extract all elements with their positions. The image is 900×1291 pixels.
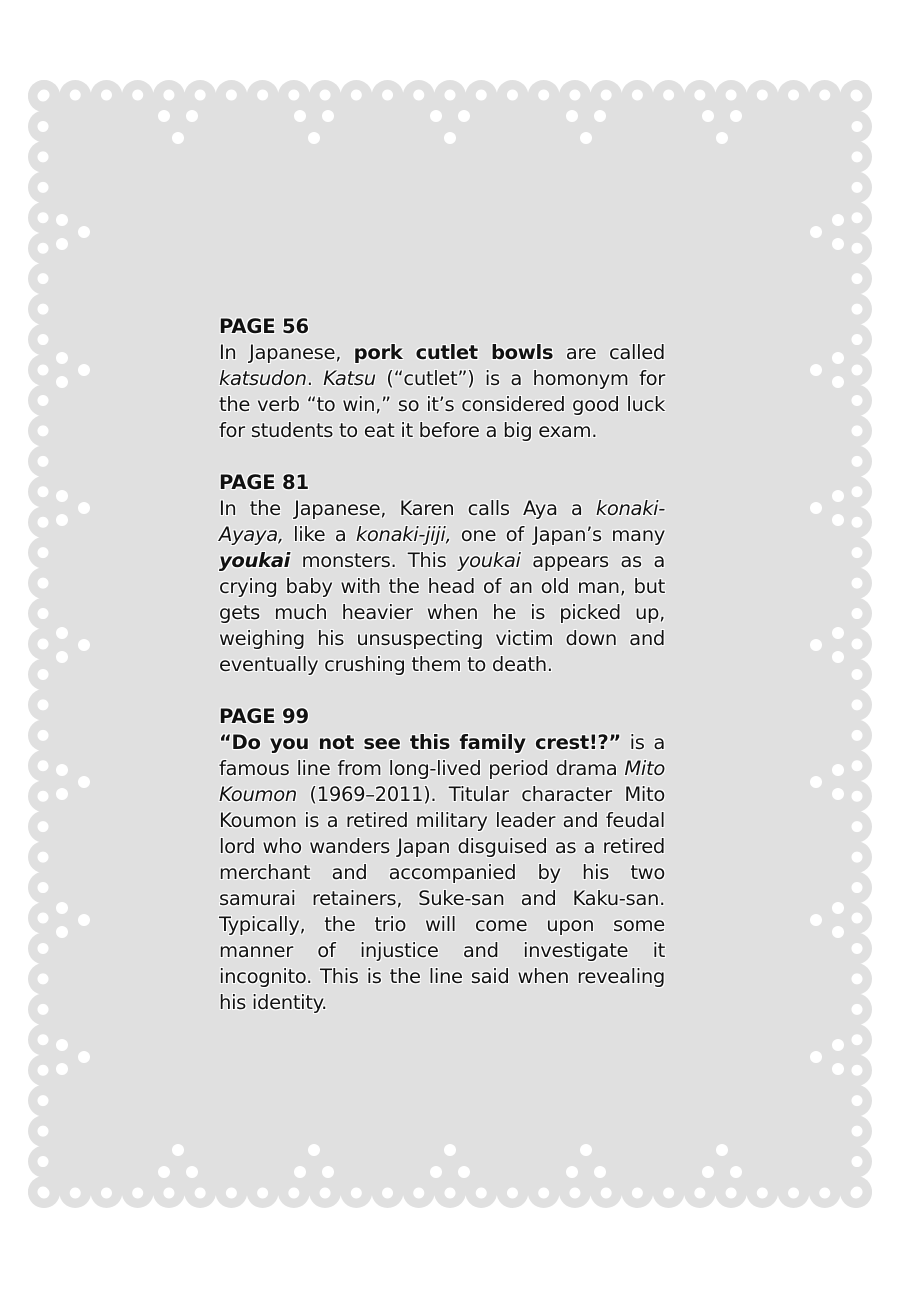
scallop-hole: [852, 882, 863, 893]
decor-dot: [594, 1166, 606, 1178]
scallop-hole: [38, 334, 49, 345]
scallop-hole: [852, 821, 863, 832]
scallop-hole: [38, 1187, 49, 1198]
scallop-hole: [382, 90, 393, 101]
scallop-hole: [38, 304, 49, 315]
scallop-hole: [852, 852, 863, 863]
scallop-hole: [852, 669, 863, 680]
decor-dot: [308, 1144, 320, 1156]
note-text-segment: (1969–2011). Titular character Mito Koumon is a retired military leader and feudal lord who wanders Japan disguised as a retired merchant and accompanied by his two samurai retainers, Suke-san and Kaku-san. Typically, the trio will come upon some manner of injustice and investigate it incognito. This is the line said when revealing his identity.: [219, 783, 665, 1014]
scallop-hole: [788, 1188, 799, 1199]
decor-dot: [832, 764, 844, 776]
scallop-hole: [38, 547, 49, 558]
note-text-segment: is a famous line from long-lived period drama: [219, 731, 665, 780]
decor-dot: [810, 364, 822, 376]
scallop-hole: [601, 90, 612, 101]
scallop-hole: [38, 699, 49, 710]
decor-dot: [78, 502, 90, 514]
scallop-hole: [38, 913, 49, 924]
decor-dot: [810, 639, 822, 651]
note-heading: PAGE 81: [219, 471, 309, 494]
scallop-hole: [757, 1188, 768, 1199]
scallop-hole: [38, 395, 49, 406]
scallop-hole: [852, 913, 863, 924]
scallop-hole: [38, 517, 49, 528]
note-text-segment: .: [306, 367, 324, 390]
decor-dot: [832, 352, 844, 364]
note-heading: PAGE 56: [219, 315, 309, 338]
decor-dot: [56, 926, 68, 938]
scallop-hole: [38, 608, 49, 619]
decor-dot: [832, 1063, 844, 1075]
scallop-hole: [320, 1188, 331, 1199]
scallop-hole: [852, 760, 863, 771]
scallop-hole: [852, 151, 863, 162]
scallop-hole: [852, 608, 863, 619]
scallop-hole: [852, 334, 863, 345]
note-text-segment: youkai: [457, 549, 521, 572]
decor-dot: [308, 132, 320, 144]
decor-dot: [78, 1051, 90, 1063]
decor-dot: [580, 132, 592, 144]
note-body: [219, 340, 665, 444]
scallop-hole: [852, 699, 863, 710]
scallop-hole: [788, 90, 799, 101]
decor-dot: [186, 1166, 198, 1178]
note-text-segment: are called: [553, 341, 665, 364]
decor-dot: [444, 1144, 456, 1156]
decor-dot: [56, 788, 68, 800]
decor-dot: [832, 238, 844, 250]
scallop-hole: [257, 90, 268, 101]
decor-dot: [580, 1144, 592, 1156]
decor-dot: [186, 110, 198, 122]
note-block: [219, 470, 665, 678]
decor-dot: [716, 132, 728, 144]
scallop-hole: [195, 1188, 206, 1199]
decor-dot: [78, 776, 90, 788]
decor-dot: [56, 514, 68, 526]
scallop-hole: [632, 90, 643, 101]
scallop-hole: [852, 1065, 863, 1076]
scallop-hole: [163, 90, 174, 101]
scallop-hole: [757, 90, 768, 101]
decor-dot: [832, 376, 844, 388]
decor-dot: [594, 110, 606, 122]
scallop-hole: [257, 1188, 268, 1199]
scallop-hole: [852, 1156, 863, 1167]
scallop-hole: [852, 973, 863, 984]
scallop-hole: [507, 1188, 518, 1199]
decor-dot: [56, 1063, 68, 1075]
decor-dot: [158, 110, 170, 122]
scallop-hole: [38, 121, 49, 132]
decor-dot: [832, 627, 844, 639]
scallop-hole: [382, 1188, 393, 1199]
scallop-hole: [852, 639, 863, 650]
scallop-hole: [569, 1188, 580, 1199]
decor-dot: [56, 651, 68, 663]
scallop-hole: [413, 1188, 424, 1199]
decor-dot: [832, 926, 844, 938]
scallop-hole: [38, 1034, 49, 1045]
scallop-hole: [38, 456, 49, 467]
scallop-hole: [852, 273, 863, 284]
scallop-hole: [852, 791, 863, 802]
decor-dot: [810, 914, 822, 926]
scallop-hole: [852, 243, 863, 254]
decor-dot: [702, 110, 714, 122]
decor-dot: [56, 376, 68, 388]
scallop-hole: [852, 1095, 863, 1106]
scallop-hole: [38, 1004, 49, 1015]
note-text-segment: like a: [283, 523, 356, 546]
scallop-hole: [852, 486, 863, 497]
decor-dot: [458, 1166, 470, 1178]
note-text-segment: pork cutlet bowls: [353, 341, 554, 364]
note-block: [219, 704, 665, 1016]
decor-dot: [430, 1166, 442, 1178]
scallop-hole: [38, 852, 49, 863]
scallop-hole: [726, 90, 737, 101]
decor-dot: [172, 1144, 184, 1156]
scallop-hole: [38, 639, 49, 650]
decor-dot: [832, 490, 844, 502]
decor-dot: [322, 1166, 334, 1178]
scallop-hole: [320, 90, 331, 101]
scallop-hole: [38, 243, 49, 254]
scallop-hole: [852, 121, 863, 132]
decor-dot: [810, 226, 822, 238]
scallop-hole: [726, 1188, 737, 1199]
scallop-hole: [38, 91, 49, 102]
scallop-hole: [195, 90, 206, 101]
decor-dot: [832, 651, 844, 663]
scallop-hole: [852, 365, 863, 376]
decor-dot: [56, 352, 68, 364]
scallop-hole: [226, 90, 237, 101]
scallop-hole: [38, 1065, 49, 1076]
scallop-hole: [852, 730, 863, 741]
scallop-hole: [476, 90, 487, 101]
scallop-hole: [852, 547, 863, 558]
scallop-hole: [852, 91, 863, 102]
note-text-segment: “Do you not see this family crest!?”: [219, 731, 621, 754]
scallop-hole: [38, 365, 49, 376]
decor-dot: [56, 627, 68, 639]
decor-dot: [832, 1039, 844, 1051]
scallop-hole: [445, 1188, 456, 1199]
decor-dot: [702, 1166, 714, 1178]
scallop-hole: [38, 151, 49, 162]
scallop-hole: [132, 1188, 143, 1199]
note-body: [219, 730, 665, 1016]
scallop-hole: [163, 1188, 174, 1199]
scallop-hole: [632, 1188, 643, 1199]
decor-dot: [56, 1039, 68, 1051]
note-text-segment: In Japanese,: [219, 341, 354, 364]
scallop-hole: [819, 1188, 830, 1199]
note-text-segment: monsters. This: [290, 549, 458, 572]
decor-dot: [172, 132, 184, 144]
decor-dot: [566, 1166, 578, 1178]
decor-dot: [430, 110, 442, 122]
scallop-hole: [351, 90, 362, 101]
scallop-hole: [413, 90, 424, 101]
decor-dot: [716, 1144, 728, 1156]
note-text-segment: katsudon: [219, 367, 307, 390]
scallop-hole: [70, 1188, 81, 1199]
scallop-hole: [38, 669, 49, 680]
scallop-hole: [852, 1034, 863, 1045]
scallop-hole: [445, 90, 456, 101]
decor-dot: [444, 132, 456, 144]
scallop-hole: [852, 1126, 863, 1137]
decor-dot: [730, 1166, 742, 1178]
decor-dot: [730, 110, 742, 122]
note-text-segment: appears as a crying baby with the head of an old man, but gets much heavier when he is picked up, weighing his unsuspecting victim down and eventually crushing them to death.: [219, 549, 665, 676]
scallop-hole: [38, 273, 49, 284]
scallop-hole: [507, 90, 518, 101]
scallop-hole: [38, 578, 49, 589]
note-text-segment: one of Japan’s many: [451, 523, 666, 546]
scallop-hole: [288, 1188, 299, 1199]
scallop-hole: [38, 425, 49, 436]
scallop-hole: [476, 1188, 487, 1199]
scallop-hole: [101, 1188, 112, 1199]
scallop-hole: [101, 90, 112, 101]
decor-dot: [832, 902, 844, 914]
scallop-hole: [852, 578, 863, 589]
decor-dot: [294, 1166, 306, 1178]
decor-dot: [322, 110, 334, 122]
scallop-hole: [38, 486, 49, 497]
scallop-hole: [852, 395, 863, 406]
scallop-hole: [538, 90, 549, 101]
scallop-hole: [226, 1188, 237, 1199]
decor-dot: [56, 214, 68, 226]
scallop-hole: [38, 182, 49, 193]
scallop-hole: [694, 1188, 705, 1199]
decor-dot: [458, 110, 470, 122]
scallop-hole: [819, 90, 830, 101]
note-text-segment: konaki-jiji,: [355, 523, 452, 546]
decor-dot: [832, 788, 844, 800]
decor-dot: [78, 639, 90, 651]
scallop-hole: [852, 517, 863, 528]
note-text-segment: In the Japanese, Karen calls Aya a: [219, 497, 596, 520]
scallop-hole: [132, 90, 143, 101]
decor-dot: [566, 110, 578, 122]
scallop-hole: [852, 456, 863, 467]
decor-dot: [832, 214, 844, 226]
scallop-hole: [852, 182, 863, 193]
note-body: [219, 496, 665, 678]
scallop-hole: [852, 304, 863, 315]
decor-dot: [810, 1051, 822, 1063]
translation-notes: [219, 314, 665, 1042]
decor-dot: [56, 902, 68, 914]
decor-dot: [56, 490, 68, 502]
decor-dot: [832, 514, 844, 526]
scallop-hole: [38, 760, 49, 771]
scallop-hole: [601, 1188, 612, 1199]
scallop-hole: [38, 821, 49, 832]
scallop-hole: [70, 90, 81, 101]
decor-dot: [294, 110, 306, 122]
decor-dot: [78, 914, 90, 926]
scallop-hole: [38, 973, 49, 984]
scallop-hole: [38, 730, 49, 741]
note-text-segment: Mito Koumon: [219, 757, 665, 806]
scallop-hole: [569, 90, 580, 101]
scallop-hole: [694, 90, 705, 101]
scallop-hole: [852, 212, 863, 223]
scallop-hole: [351, 1188, 362, 1199]
note-text-segment: konaki-Ayaya,: [219, 497, 665, 546]
decor-dot: [810, 502, 822, 514]
scallop-hole: [852, 1187, 863, 1198]
decor-dot: [78, 364, 90, 376]
scallop-hole: [852, 425, 863, 436]
scallop-hole: [38, 1156, 49, 1167]
decor-dot: [56, 238, 68, 250]
note-text-segment: Katsu: [323, 367, 376, 390]
note-text-segment: (“cutlet”) is a homonym for the verb “to win,” so it’s considered good luck for students to eat it before a big exam.: [219, 367, 666, 442]
decor-dot: [56, 764, 68, 776]
scallop-hole: [38, 1126, 49, 1137]
scallop-hole: [38, 1095, 49, 1106]
scallop-hole: [538, 1188, 549, 1199]
scallop-hole: [663, 90, 674, 101]
note-text-segment: youkai: [219, 549, 291, 572]
note-block: [219, 314, 665, 444]
scallop-hole: [38, 212, 49, 223]
decor-dot: [158, 1166, 170, 1178]
note-heading: PAGE 99: [219, 705, 309, 728]
scallop-hole: [288, 90, 299, 101]
decor-dot: [78, 226, 90, 238]
scallop-hole: [852, 1004, 863, 1015]
scallop-hole: [38, 882, 49, 893]
scallop-hole: [38, 943, 49, 954]
decor-dot: [810, 776, 822, 788]
scallop-hole: [852, 943, 863, 954]
scallop-hole: [663, 1188, 674, 1199]
scallop-hole: [38, 791, 49, 802]
